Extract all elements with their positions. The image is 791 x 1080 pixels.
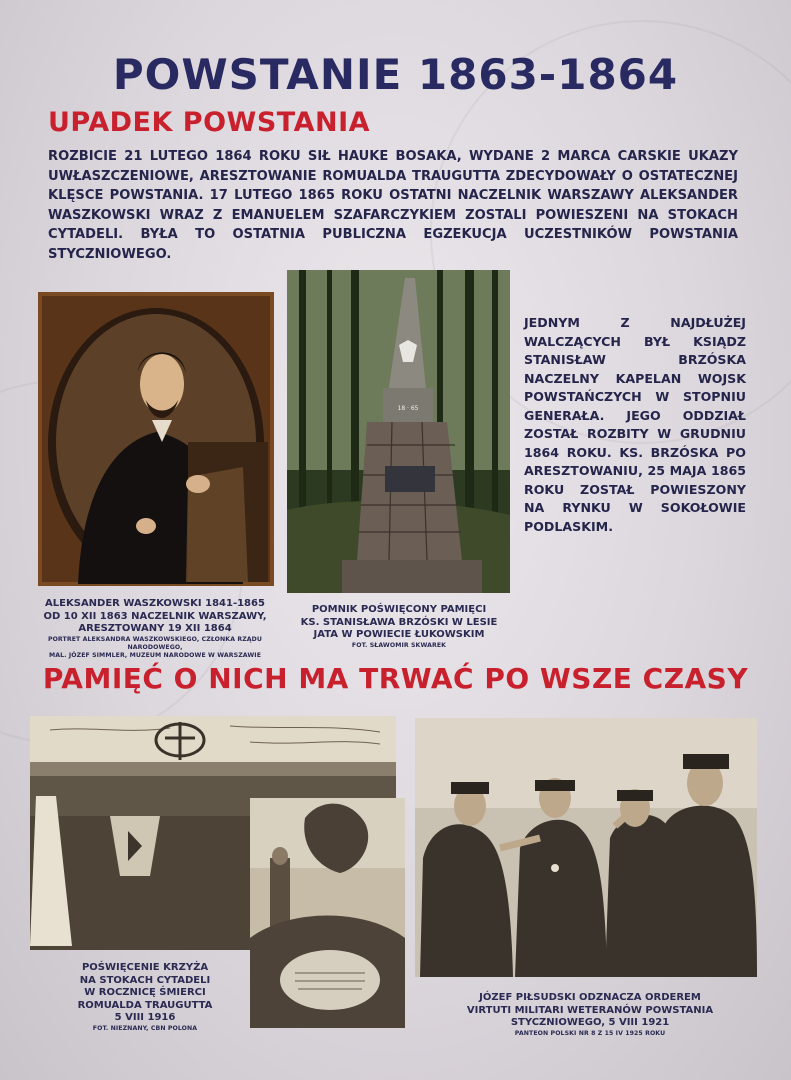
caption-line: NA STOKACH CYTADELI	[79, 974, 211, 986]
monument-photo	[287, 270, 510, 593]
memorial-photo	[250, 798, 405, 1028]
brzoska-paragraph: JEDNYM Z NAJDŁUŻEJ WALCZĄCYCH BYŁ KSIĄDZ STANISŁAW BRZÓSKA NACZELNY KAPELAN WOJSK POWSTAŃCZYCH W STOPNIU GENERAŁA. JEGO ODDZIAŁ ZOSTAŁ ROZBITY W GRUDNIU 1864 ROKU. KS. BRZÓSKA PO ARESZTOWANIU, 25 MAJA 1865 ROKU ZOSTAŁ POWIESZONY NA RYNKU W SOKOŁOWIE PODLASKIM.	[524, 315, 746, 534]
section-heading-upadek: UPADEK POWSTANIA	[48, 107, 371, 138]
portrait-photo	[38, 292, 274, 586]
caption-line: OD 10 XII 1863 NACZELNIK WARSZAWY,	[43, 610, 267, 622]
caption-line: ROMUALDA TRAUGUTTA	[77, 999, 213, 1011]
caption-line: POMNIK POŚWIĘCONY PAMIĘCI	[311, 604, 487, 615]
caption-line: STYCZNIOWEGO, 5 VIII 1921	[510, 1017, 670, 1028]
caption-line: W ROCZNICĘ ŚMIERCI	[84, 987, 206, 998]
section-heading-pamiec: PAMIĘĆ O NICH MA TRWAĆ PO WSZE CZASY	[42, 662, 749, 695]
intro-paragraph: ROZBICIE 21 LUTEGO 1864 ROKU SIŁ HAUKE BOSAKA, WYDANE 2 MARCA CARSKIE UKAZY UWŁASZCZENIOWE, ARESZTOWANIE ROMUALDA TRAUGUTTA ZDECYDOWAŁY O OSTATECZNEJ KLĘSCE POWSTANIA. 17 LUTEGO 1865 ROKU OSTATNI NACZELNIK WARSZAWY ALEKSANDER WASZKOWSKI WRAZ Z EMANUELEM SZAFARCZYKIEM ZOSTALI POWIESZENI NA STOKACH CYTADELI. BYŁA TO OSTATNIA PUBLICZNA EGZEKUCJA UCZESTNIKÓW POWSTANIA STYCZNIOWEGO.	[48, 149, 738, 262]
caption-line: ALEKSANDER WASZKOWSKI 1841-1865	[45, 598, 265, 609]
page-title: POWSTANIE 1863-1864	[112, 50, 679, 99]
caption-line: 5 VIII 1916	[114, 1012, 176, 1023]
caption-credit: PORTRET ALEKSANDRA WASZKOWSKIEGO, CZŁONKA RZĄDU NARODOWEGO,	[47, 635, 263, 651]
monument-caption	[290, 604, 508, 650]
caption-line: JÓZEF PIŁSUDSKI ODZNACZA ORDEREM	[479, 992, 701, 1003]
caption-line: VIRTUTI MILITARI WETERANÓW POWSTANIA	[466, 1004, 714, 1016]
caption-line: JATA W POWIECIE ŁUKOWSKIM	[313, 629, 485, 640]
portrait-caption	[30, 598, 280, 660]
caption-line: ARESZTOWANY 19 XII 1864	[78, 623, 232, 634]
caption-credit: MAL. JÓZEF SIMMLER, MUZEUM NARODOWE W WARSZAWIE	[48, 651, 262, 659]
caption-credit: FOT. SŁAWOMIR SKWAREK	[351, 641, 447, 649]
svg-text:18 · 65: 18 · 65	[397, 405, 419, 412]
caption-credit: FOT. NIEZNANY, CBN POLONA	[92, 1024, 198, 1032]
pilsudski-photo	[415, 718, 757, 977]
caption-credit: PANTEON POLSKI NR 8 Z 15 IV 1925 ROKU	[514, 1029, 666, 1037]
pilsudski-caption	[440, 992, 740, 1038]
caption-line: POŚWIĘCENIE KRZYŻA	[81, 962, 209, 973]
caption-line: KS. STANISŁAWA BRZÓSKI W LESIE	[300, 616, 498, 628]
crowd-caption	[60, 962, 230, 1033]
